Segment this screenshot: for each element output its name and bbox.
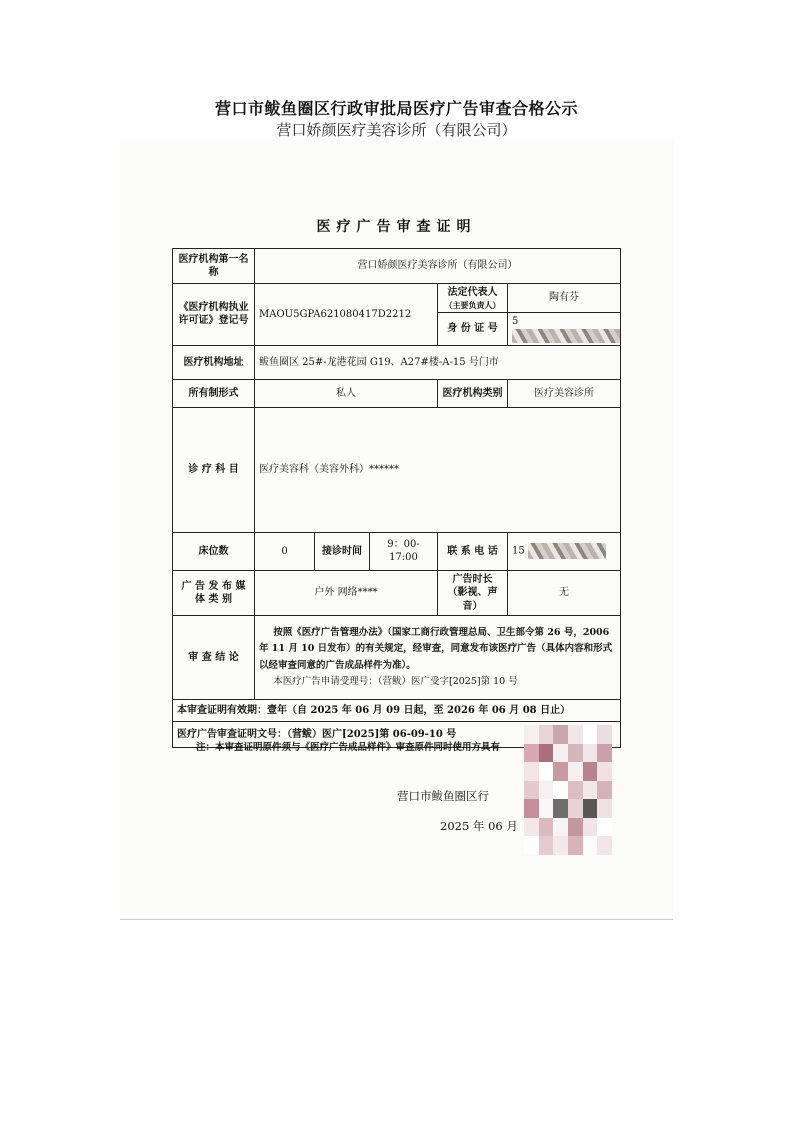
announcement-title: 营口市鲅鱼圈区行政审批局医疗广告审查合格公示: [214, 99, 578, 118]
form-row: [173, 570, 621, 616]
duration-label: 广告时长: [452, 573, 493, 585]
validity-period: 本审查证明有效期：壹年（自 2025 年 06 月 09 日起，至 2026 年 06 月 08 日止）: [173, 700, 621, 722]
form-row: [173, 407, 621, 532]
ownership-label: 所有制形式: [173, 379, 255, 407]
legal-rep-label: 法定代表人: [447, 287, 498, 298]
certificate-form: [172, 248, 621, 748]
ownership-value: 私人: [255, 379, 438, 407]
redacted-id: [512, 329, 621, 343]
legal-rep-value: 陶有芬: [508, 284, 621, 313]
issue-date: 2025 年 06 月: [440, 819, 518, 833]
beds-value: 0: [255, 532, 315, 570]
form-row: [173, 616, 621, 700]
subjects-label: 诊 疗 科 目: [173, 407, 255, 532]
usage-note: 注：本审查证明原件须与《医疗广告成品样件》审查原件同时使用方具有: [196, 742, 501, 753]
institution-name-value: 营口娇颜医疗美容诊所（有限公司）: [255, 249, 621, 284]
form-row: [173, 700, 621, 722]
media-value: 户外 网络****: [255, 570, 438, 616]
address-value: 鲅鱼圈区 25#-龙港花园 G19、A27#楼-A-15 号门市: [255, 345, 621, 379]
license-value: MAOU5GPA621080417D2212: [255, 284, 438, 346]
hours-label: 接诊时间: [315, 532, 370, 570]
document-number: 医疗广告审查证明文号：（营鲅）医广[2025]第 06-09-10 号: [173, 722, 621, 748]
id-label: 身 份 证 号: [438, 313, 508, 346]
conclusion-text: 按照《医疗广告管理办法》（国家工商行政管理总局、卫生部令第 26 号，2006 年 11 月 10 日发布）的有关规定，经审查，同意发布该医疗广告（具体内容和形式以经审查同意的广告成品样件为准）。: [259, 626, 613, 671]
beds-label: 床位数: [173, 532, 255, 570]
conclusion-cell: [255, 616, 621, 700]
conclusion-label: 审 查 结 论: [173, 616, 255, 700]
category-label: 医疗机构类别: [438, 379, 508, 407]
id-value-cell: [508, 313, 621, 346]
form-row: [173, 249, 621, 284]
duration-value: 无: [508, 570, 621, 616]
address-label: 医疗机构地址: [173, 345, 255, 379]
hours-value: 9：00-17:00: [370, 532, 438, 570]
media-label: 广 告 发 布 媒 体 类 别: [173, 570, 255, 616]
phone-value-cell: [508, 532, 621, 570]
license-label: 《医疗机构执业许可证》登记号: [173, 284, 255, 346]
certificate-title: 医疗广告审查证明: [316, 219, 477, 235]
subjects-value: 医疗美容科（美容外科）******: [255, 407, 621, 532]
duration-label-cell: [438, 570, 508, 616]
legal-rep-sublabel: （主要负责人）: [444, 299, 501, 310]
phone-value: 15: [512, 545, 525, 557]
institution-name-label: 医疗机构第一名称: [173, 249, 255, 284]
form-row: [173, 532, 621, 570]
redacted-seal: [524, 725, 612, 855]
redacted-phone: [528, 543, 606, 559]
form-row: [173, 379, 621, 407]
issuing-authority: 营口市鲅鱼圈区行: [397, 789, 489, 803]
legal-rep-label-cell: [438, 284, 508, 313]
id-value: 5: [512, 316, 519, 328]
phone-label: 联 系 电 话: [438, 532, 508, 570]
announcement-subtitle: 营口娇颜医疗美容诊所（有限公司）: [276, 121, 517, 139]
duration-sublabel: （影视、声音）: [447, 587, 498, 612]
category-value: 医疗美容诊所: [508, 379, 621, 407]
form-row: [173, 345, 621, 379]
form-row: [173, 284, 621, 313]
acceptance-number: 本医疗广告申请受理号：（营鲅）医广受字[2025]第 10 号: [273, 676, 518, 688]
